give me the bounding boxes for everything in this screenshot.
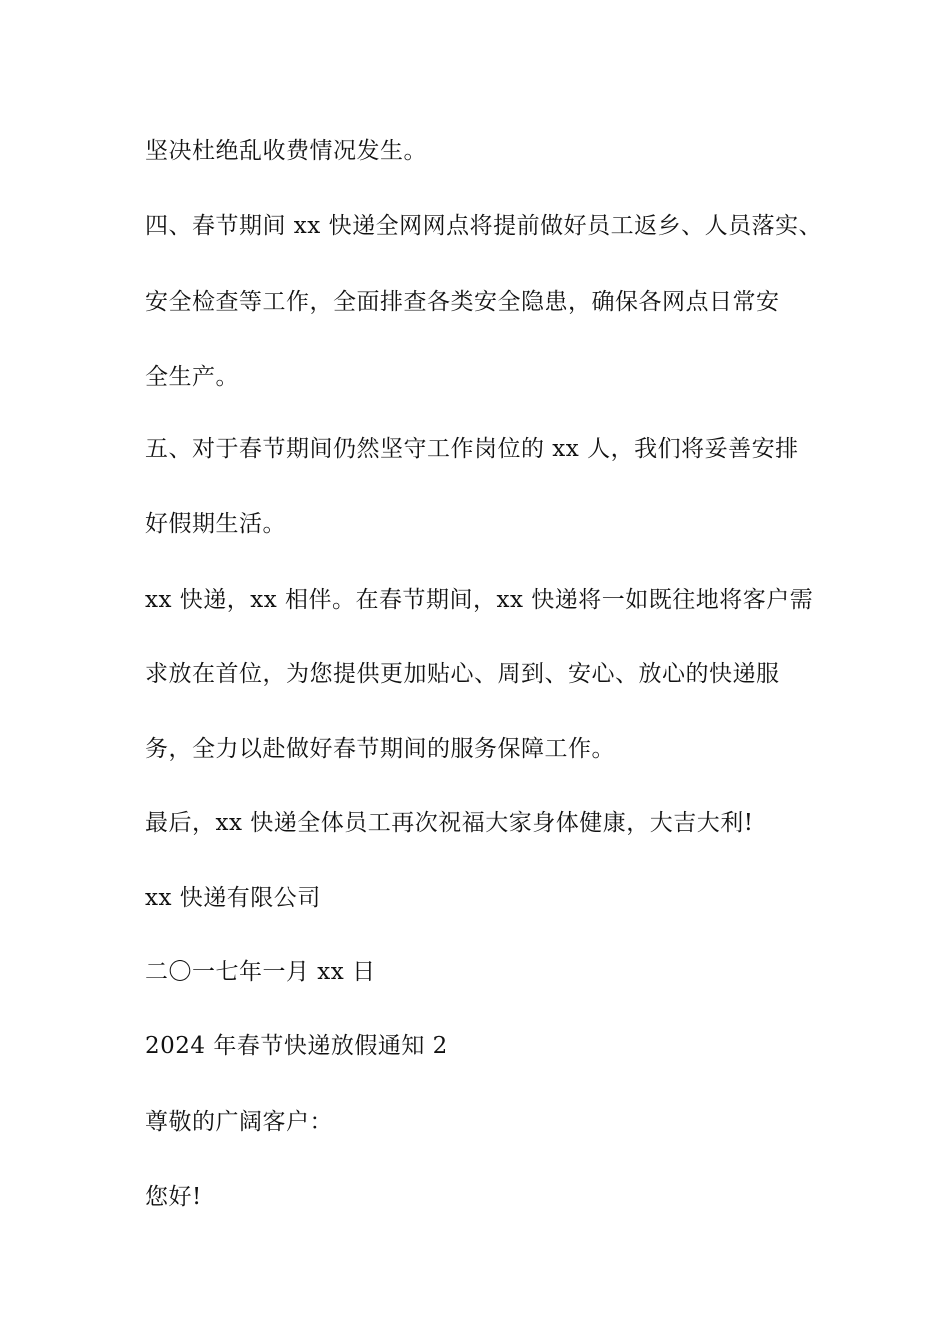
salutation: 尊敬的广阔客户： (145, 1109, 333, 1135)
text-line: 务，全力以赴做好春节期间的服务保障工作。 (145, 736, 615, 762)
text-line: 坚决杜绝乱收费情况发生。 (145, 138, 427, 164)
text-line: 全生产。 (145, 364, 239, 390)
text-line: 最后，xx 快递全体员工再次祝福大家身体健康，大吉大利! (145, 810, 754, 836)
text-line: 五、对于春节期间仍然坚守工作岗位的 xx 人，我们将妥善安排 (145, 436, 799, 462)
text-line: 好假期生活。 (145, 511, 286, 537)
greeting: 您好! (145, 1184, 202, 1210)
text-line: 安全检查等工作，全面排查各类安全隐患，确保各网点日常安 (145, 289, 780, 315)
section-title: 2024 年春节快递放假通知 2 (145, 1033, 448, 1059)
company-name: xx 快递有限公司 (145, 885, 321, 911)
text-line: 四、春节期间 xx 快递全网网点将提前做好员工返乡、人员落实、 (145, 213, 823, 239)
text-line: xx 快递，xx 相伴。在春节期间，xx 快递将一如既往地将客户需 (145, 587, 814, 613)
date-line: 二〇一七年一月 xx 日 (145, 959, 376, 985)
text-line: 求放在首位，为您提供更加贴心、周到、安心、放心的快递服 (145, 661, 780, 687)
